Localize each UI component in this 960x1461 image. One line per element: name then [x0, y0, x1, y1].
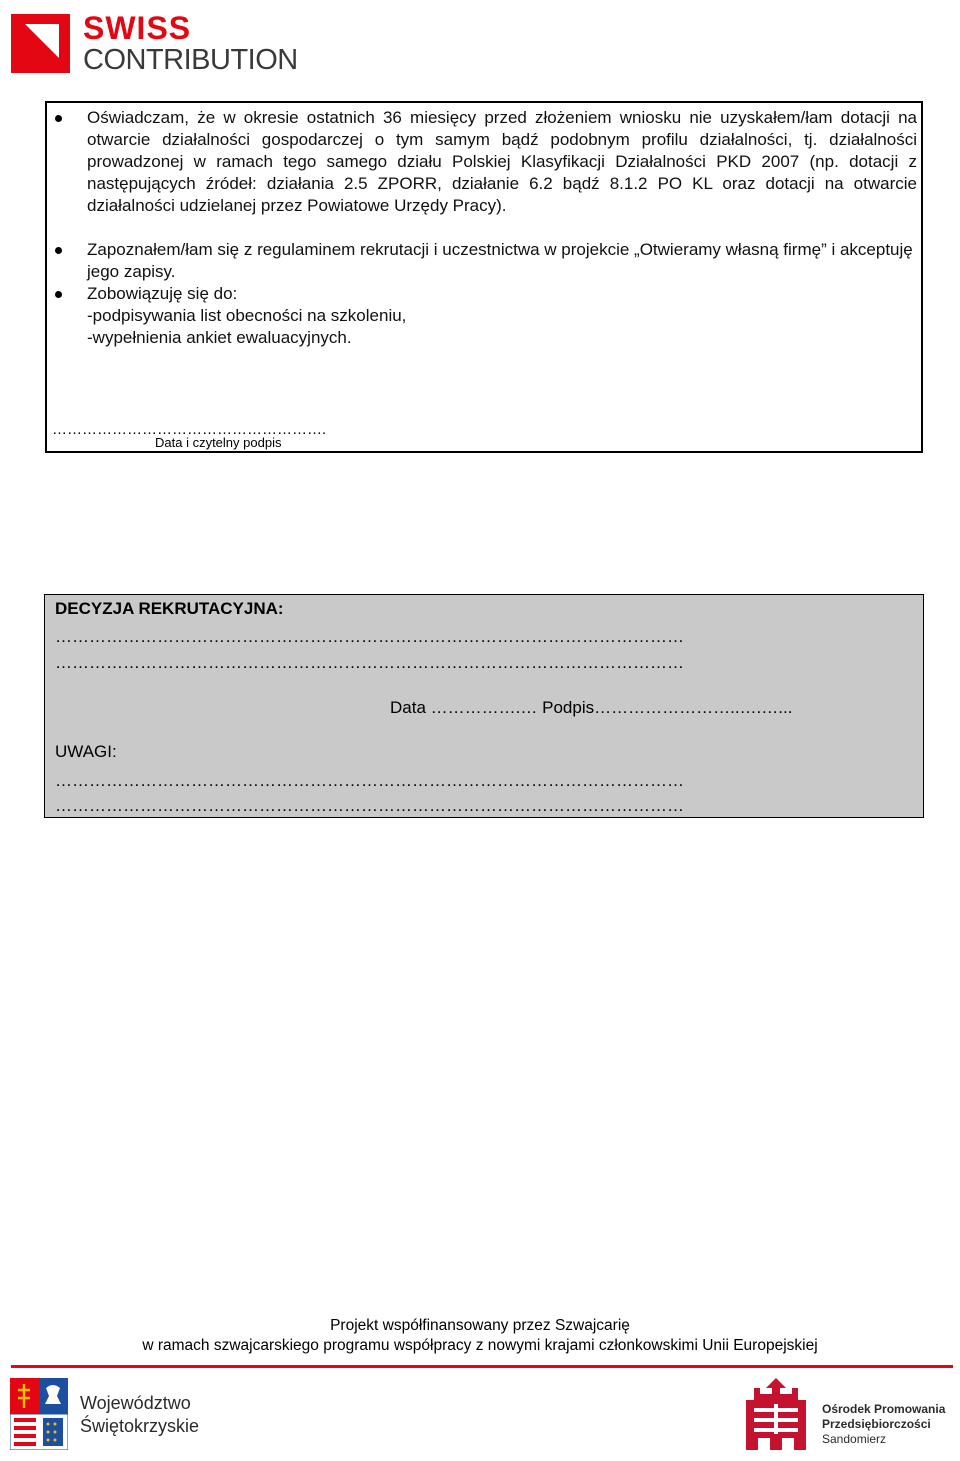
signature-dots: ……………………..….…...: [594, 698, 793, 717]
date-label: Data: [390, 698, 426, 717]
declaration-item: [87, 107, 917, 217]
bullet-icon: [55, 291, 62, 298]
declaration-item: [87, 239, 917, 283]
bullet-icon: [55, 247, 62, 254]
date-signature-row: [390, 698, 792, 718]
decision-title: DECYZJA REKRUTACYJNA:: [55, 599, 284, 618]
signature-label: Data i czytelny podpis: [155, 435, 282, 450]
opp-emblem-icon: [740, 1376, 812, 1456]
bullet-icon: [55, 115, 62, 122]
sub-item: -wypełnienia ankiet ewaluacyjnych.: [87, 328, 352, 347]
wojewodztwo-logo: [10, 1378, 210, 1454]
wojewodztwo-name: [80, 1392, 199, 1438]
opp-line3: Sandomierz: [822, 1432, 887, 1446]
decision-dots-line: …………………………………………………………………………………………………: [55, 653, 684, 672]
remarks-label: UWAGI:: [55, 742, 117, 761]
opp-line2: Przedsiębiorczości: [822, 1417, 931, 1431]
wojewodztwo-line2: Świętokrzyskie: [80, 1416, 200, 1436]
opp-sandomierz-logo: [740, 1376, 955, 1456]
opp-line1: Ośrodek Promowania: [822, 1402, 946, 1416]
swiss-contribution-logo: [11, 10, 311, 76]
remarks-dots-line: …………………………………………………………………………………………………: [55, 771, 684, 790]
signature-label: Podpis: [542, 698, 595, 717]
sub-item: -podpisywania list obecności na szkoleniu,: [87, 306, 407, 325]
swiss-flag-icon: [11, 14, 70, 73]
signature-line: ……………………………………………….: [52, 421, 327, 438]
declaration-text: Zapoznałem/łam się z regulaminem rekrutacji i uczestnictwa w projekcie „Otwieramy własną firmę” i akceptuję jego zapisy.: [87, 240, 913, 281]
footer-line-2: w ramach szwajcarskiego programu współpracy z nowymi krajami członkowskimi Unii Europejskiej: [142, 1337, 818, 1354]
opp-name: [822, 1402, 945, 1447]
footer-line-1: Projekt współfinansowany przez Szwajcarię: [330, 1317, 630, 1334]
coat-of-arms-icon: [10, 1378, 68, 1450]
declaration-text: Zobowiązuję się do:: [87, 284, 238, 303]
decision-box: [44, 594, 924, 818]
decision-dots-line: …………………………………………………………………………………………………: [55, 627, 684, 646]
remarks-dots-line: …………………………………………………………………………………………………: [55, 796, 684, 815]
logo-word-contribution: CONTRIBUTION: [83, 44, 298, 76]
declarations-box: [45, 101, 923, 453]
date-dots: …………….…: [430, 698, 538, 717]
declaration-item: [87, 283, 917, 305]
footer-divider: [11, 1365, 953, 1368]
logo-word-swiss: SWISS: [83, 10, 192, 46]
declaration-text: Oświadczam, że w okresie ostatnich 36 miesięcy przed złożeniem wniosku nie uzyskałem/łam dotacji na otwarcie działalności gospodarczej o tym samym bądź podobnym profilu działalności, tj. działalności prowadzonej w ramach tego samego działu Polskiej Klasyfikacji Działalności PKD 2007 (np. dotacji z następujących źródeł: działania 2.5 ZPORR, działanie 6.2 bądź 8.1.2 PO KL oraz dotacji na otwarcie działalności udzielanej przez Powiatowe Urzędy Pracy).: [87, 108, 917, 215]
wojewodztwo-line1: Województwo: [80, 1393, 191, 1413]
